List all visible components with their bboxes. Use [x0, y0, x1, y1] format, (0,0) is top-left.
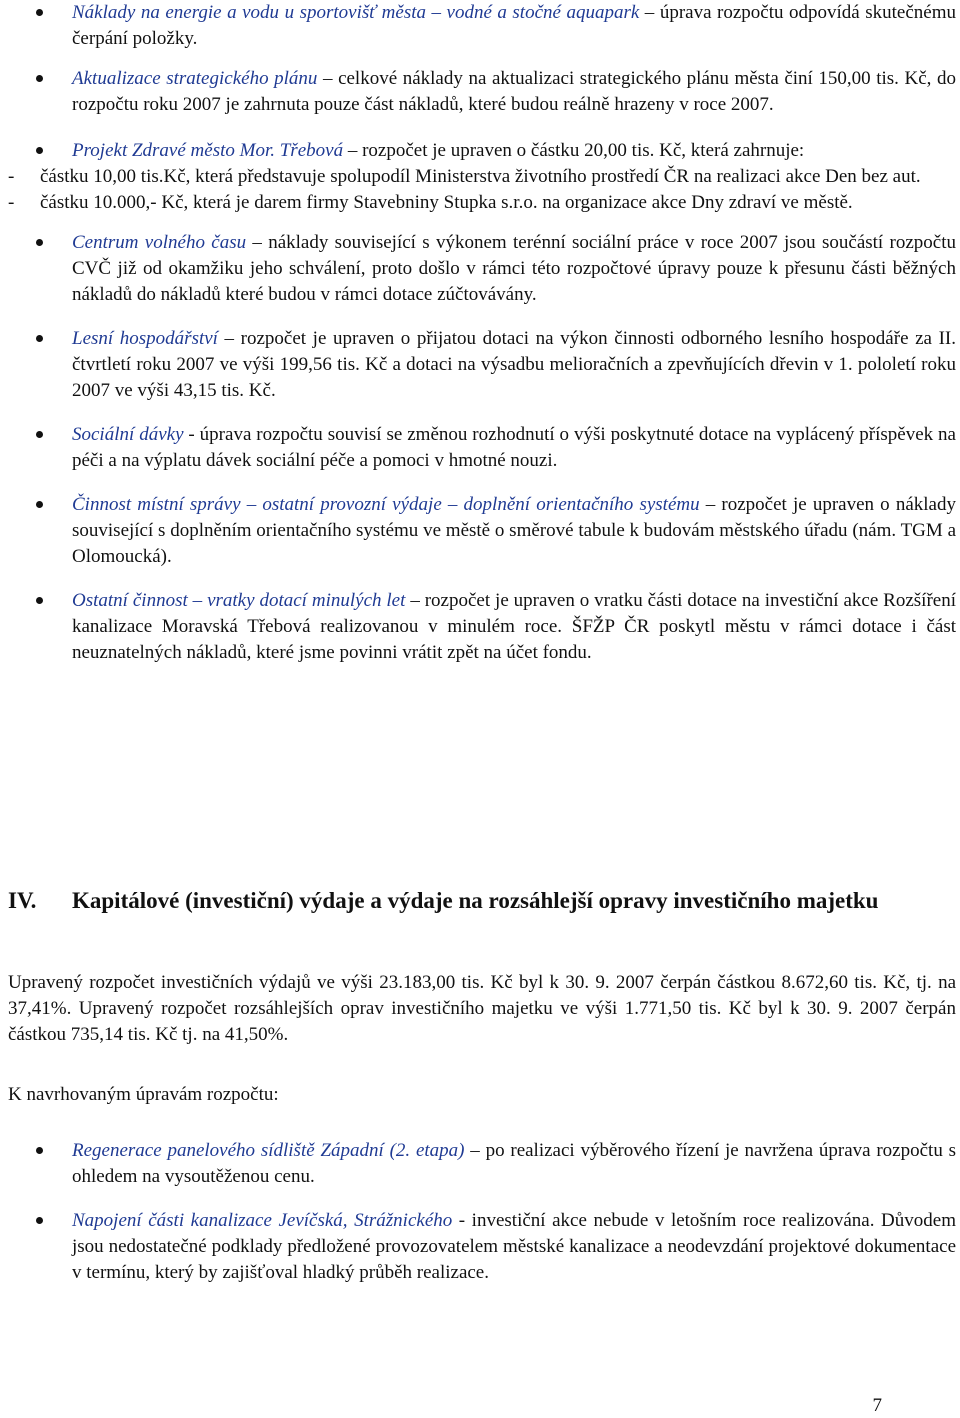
- bullet-icon: [36, 147, 43, 154]
- item-text: – rozpočet je upraven o částku 20,00 tis. Kč, která zahrnuje:: [343, 140, 805, 161]
- list-item: [0, 66, 960, 118]
- sub-list: [8, 164, 956, 216]
- item-heading: Sociální dávky: [72, 424, 184, 445]
- dash-icon: -: [8, 192, 15, 213]
- section-title: Kapitálové (investiční) výdaje a výdaje na rozsáhlejší opravy investičního majetku: [72, 888, 879, 913]
- item-heading: Centrum volného času: [72, 232, 247, 253]
- list-item: [0, 0, 960, 52]
- body-paragraph: K navrhovaným úpravám rozpočtu:: [8, 1084, 279, 1105]
- dash-icon: -: [8, 166, 15, 187]
- page-number: 7: [872, 1395, 882, 1416]
- bullet-icon: [36, 501, 43, 508]
- list-item: [0, 230, 960, 308]
- list-item: [0, 492, 960, 570]
- item-text: – náklady související s výkonem terénní sociální práce v roce 2007 jsou součástí rozpočtu CVČ již od okamžiku jeho schválení, proto došlo v rámci této rozpočtové úpravy pouze k přesunu části běžných nákladů do nákladů které budou v rámci dotace zúčtovávány.: [72, 232, 956, 305]
- item-text: - investiční akce nebude v letošním roce realizována. Důvodem jsou nedostatečné podklady předložené provozovatelem městské kanalizace a neodevzdání projektové dokumentace v termínu, který by zajišťoval hladký průběh realizace.: [72, 1210, 956, 1283]
- item-heading: Napojení části kanalizace Jevíčská, Strážnického: [72, 1210, 453, 1231]
- budget-items-list: [0, 0, 960, 666]
- sub-list-item: [8, 190, 956, 216]
- sub-item-text: částku 10,00 tis.Kč, která představuje spolupodíl Ministerstva životního prostředí ČR na realizaci akce Den bez aut.: [40, 166, 921, 187]
- item-heading: Aktualizace strategického plánu: [72, 68, 318, 89]
- item-heading: Náklady na energie a vodu u sportovišť města – vodné a stočné aquapark: [72, 2, 640, 23]
- section-number: IV.: [8, 888, 37, 913]
- list-item: [0, 326, 960, 404]
- item-text: – rozpočet je upraven o přijatou dotaci na výkon činnosti odborného lesního hospodáře za II. čtvrtletí roku 2007 ve výši 199,56 tis. Kč a dotaci na výsadbu melioračních a zpevňujících dřevin v 1. pololetí roku 2007 ve výši 43,15 tis. Kč.: [72, 328, 956, 401]
- body-paragraph: Upravený rozpočet investičních výdajů ve výši 23.183,00 tis. Kč byl k 30. 9. 2007 čerpán částkou 8.672,60 tis. Kč, tj. na 37,41%. Upravený rozpočet rozsáhlejších oprav investičního majetku ve výši 1.771,50 tis. Kč byl k 30. 9. 2007 čerpán částkou 735,14 tis. Kč tj. na 41,50%.: [8, 972, 956, 1045]
- item-heading: Projekt Zdravé město Mor. Třebová: [72, 140, 344, 161]
- bullet-icon: [36, 1217, 43, 1224]
- item-text: – po realizaci výběrového řízení je navržena úprava rozpočtu s ohledem na vysoutěženou cenu.: [72, 1140, 957, 1187]
- list-item: [0, 588, 960, 666]
- sub-list-item: [8, 164, 956, 190]
- bullet-icon: [36, 239, 43, 246]
- item-text: – rozpočet je upraven o vratku části dotace na investiční akce Rozšíření kanalizace Moravská Třebová realizovanou v minulém roce. ŠFŽP ČR poskytl městu v rámci dotace i část neuznatelných nákladů, které jsme povinni vrátit zpět na účet fondu.: [72, 590, 957, 663]
- bullet-icon: [36, 597, 43, 604]
- bullet-icon: [36, 431, 43, 438]
- item-text: - úprava rozpočtu souvisí se změnou rozhodnutí o výši poskytnuté dotace na vyplácený příspěvek na péči a na výplatu dávek sociální péče a pomoci v hmotné nouzi.: [72, 424, 956, 471]
- bullet-icon: [36, 1147, 43, 1154]
- bullet-icon: [36, 335, 43, 342]
- item-text: – rozpočet je upraven o náklady související s doplněním orientačního systému ve městě o směrové tabule k budovám městského úřadu (nám. TGM a Olomoucká).: [72, 494, 956, 567]
- bullet-icon: [36, 9, 43, 16]
- item-heading: Regenerace panelového sídliště Západní (2. etapa): [72, 1140, 465, 1161]
- item-heading: Činnost místní správy – ostatní provozní výdaje – doplnění orientačního systému: [72, 494, 700, 515]
- item-text: – úprava rozpočtu odpovídá skutečnému čerpání položky.: [72, 2, 956, 49]
- item-text: – celkové náklady na aktualizaci strategického plánu města činí 150,00 tis. Kč, do rozpočtu roku 2007 je zahrnuta pouze část nákladů, které budou reálně hrazeny v roce 2007.: [72, 68, 956, 115]
- list-item: [0, 138, 960, 216]
- list-item: [0, 1208, 960, 1286]
- sub-item-text: částku 10.000,- Kč, která je darem firmy Stavebniny Stupka s.r.o. na organizace akce Dny zdraví ve městě.: [40, 192, 853, 213]
- bullet-icon: [36, 75, 43, 82]
- list-item: [0, 422, 960, 474]
- proposed-changes-list: [0, 1138, 960, 1286]
- item-heading: Lesní hospodářství: [72, 328, 218, 349]
- item-heading: Ostatní činnost – vratky dotací minulých let: [72, 590, 406, 611]
- list-item: [0, 1138, 960, 1190]
